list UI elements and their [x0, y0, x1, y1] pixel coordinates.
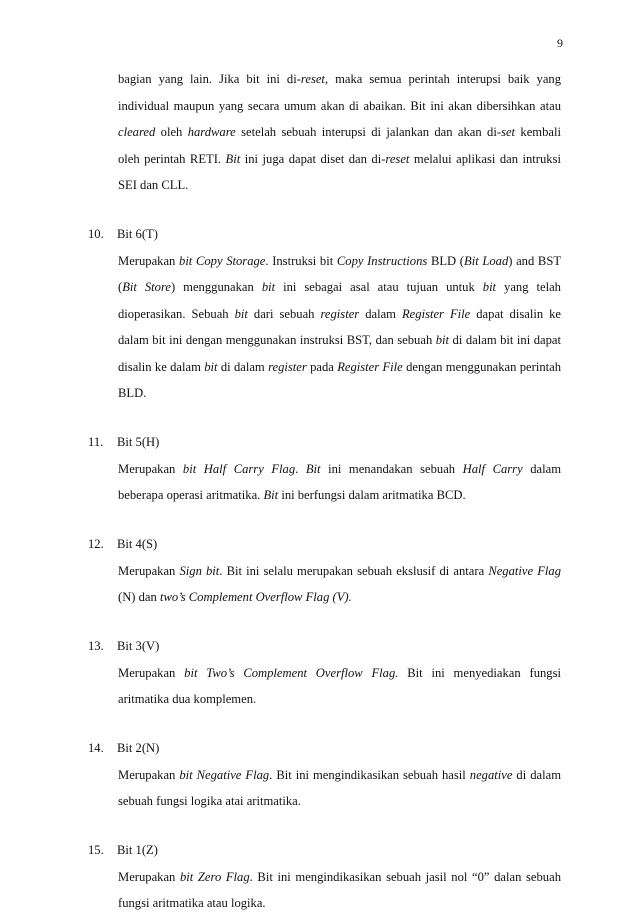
italic-term: bit: [234, 306, 248, 321]
bit-item-title: Bit 5(H): [117, 435, 160, 449]
page-body: [88, 66, 561, 917]
italic-term: set: [501, 125, 516, 139]
italic-term: bit: [482, 280, 497, 294]
bit-item-heading: [88, 531, 561, 558]
italic-term: bit Negative Flag: [179, 767, 270, 782]
bit-item: [88, 531, 561, 611]
italic-term: bit Zero Flag: [179, 869, 250, 884]
italic-term: bit Copy Storage: [179, 253, 266, 268]
bit-item-number: 14.: [88, 741, 104, 755]
bit-item-number: 12.: [88, 537, 104, 551]
italic-term: Half Carry: [462, 461, 523, 476]
bit-item-heading: [88, 837, 561, 864]
italic-term: negative: [469, 767, 513, 782]
bit-item: [88, 633, 561, 713]
italic-term: Bit: [225, 151, 241, 166]
bit-item-title: Bit 2(N): [117, 741, 160, 755]
bit-item-description: Merupakan bit Half Carry Flag. Bit ini menandakan sebuah Half Carry dalam beberapa operasi aritmatika. Bit ini berfungsi dalam aritmatika BCD.: [118, 461, 561, 502]
italic-term: Bit: [305, 461, 321, 476]
bit-item-number: 11.: [88, 435, 104, 449]
italic-term: bit: [435, 333, 450, 347]
italic-term: Copy Instructions: [336, 253, 428, 268]
bit-item-title: Bit 3(V): [117, 639, 160, 653]
italic-term: two’s Complement Overflow Flag (V).: [159, 590, 352, 604]
italic-term: Register File: [337, 359, 403, 374]
bit-item-title: Bit 4(S): [117, 537, 158, 551]
bit-item-description: Merupakan bit Zero Flag. Bit ini mengindikasikan sebuah jasil nol “0” dalan sebuah fungsi aritmatika atau logika.: [118, 869, 561, 910]
bit-item-description: Merupakan bit Copy Storage. Instruksi bit Copy Instructions BLD (Bit Load) and BST (Bit Store) menggunakan bit ini sebagai asal atau tujuan untuk bit yang telah dioperasikan. Sebuah bit dari sebuah register dalam Register File dapat disalin ke dalam bit ini dengan menggunakan instruksi BST, dan sebuah bit di dalam bit ini dapat disalin ke dalam bit di dalam register pada Register File dengan menggunakan perintah BLD.: [118, 253, 562, 400]
bit-item: [88, 735, 561, 815]
italic-term: bit: [261, 280, 276, 294]
italic-term: register: [320, 306, 360, 321]
italic-term: Register File: [401, 306, 471, 321]
page-number: 9: [557, 36, 563, 50]
italic-term: Bit: [263, 488, 279, 502]
italic-term: bit Half Carry Flag: [182, 461, 296, 476]
bit-item-description: Merupakan Sign bit. Bit ini selalu merupakan sebuah ekslusif di antara Negative Flag (N) dan two’s Complement Overflow Flag (V).: [118, 563, 561, 604]
italic-term: hardware: [187, 125, 236, 139]
italic-term: Negative Flag: [488, 563, 561, 578]
bit-item-description: Merupakan bit Two’s Complement Overflow Flag. Bit ini menyediakan fungsi aritmatika dua komplemen.: [118, 665, 561, 706]
italic-term: Bit Load: [464, 253, 509, 268]
bit-item-heading: [88, 221, 561, 248]
italic-term: bit Two’s Complement Overflow Flag.: [184, 665, 399, 680]
bit-item-description: Merupakan bit Negative Flag. Bit ini mengindikasikan sebuah hasil negative di dalam sebuah fungsi logika atai aritmatika.: [118, 767, 561, 808]
bit-item-heading: [88, 633, 561, 660]
bit-item-heading: [88, 429, 561, 456]
bit-item: [88, 837, 561, 917]
italic-term: reset: [385, 151, 410, 166]
bit-item: [88, 221, 561, 407]
italic-term: register: [268, 359, 307, 374]
italic-term: reset: [300, 72, 325, 86]
italic-term: bit: [204, 359, 218, 374]
bit-list: [88, 221, 561, 917]
intro-paragraph: bagian yang lain. Jika bit ini di-reset, maka semua perintah interupsi baik yang individual maupun yang secara umum akan di abaikan. Bit ini akan dibersihkan atau cleared oleh hardware setelah sebuah interupsi di jalankan dan akan di-set kembali oleh perintah RETI. Bit ini juga dapat diset dan di-reset melalui aplikasi dan intruksi SEI dan CLL.: [118, 72, 561, 192]
italic-term: Sign bit: [179, 563, 220, 578]
bit-item-title: Bit 6(T): [117, 227, 158, 241]
bit-item-title: Bit 1(Z): [117, 843, 158, 857]
bit-item-number: 15.: [88, 843, 104, 857]
bit-item-number: 13.: [88, 639, 104, 653]
bit-item-heading: [88, 735, 561, 762]
italic-term: cleared: [118, 125, 156, 139]
bit-item: [88, 429, 561, 509]
bit-item-number: 10.: [88, 227, 104, 241]
italic-term: Bit Store: [122, 280, 171, 294]
